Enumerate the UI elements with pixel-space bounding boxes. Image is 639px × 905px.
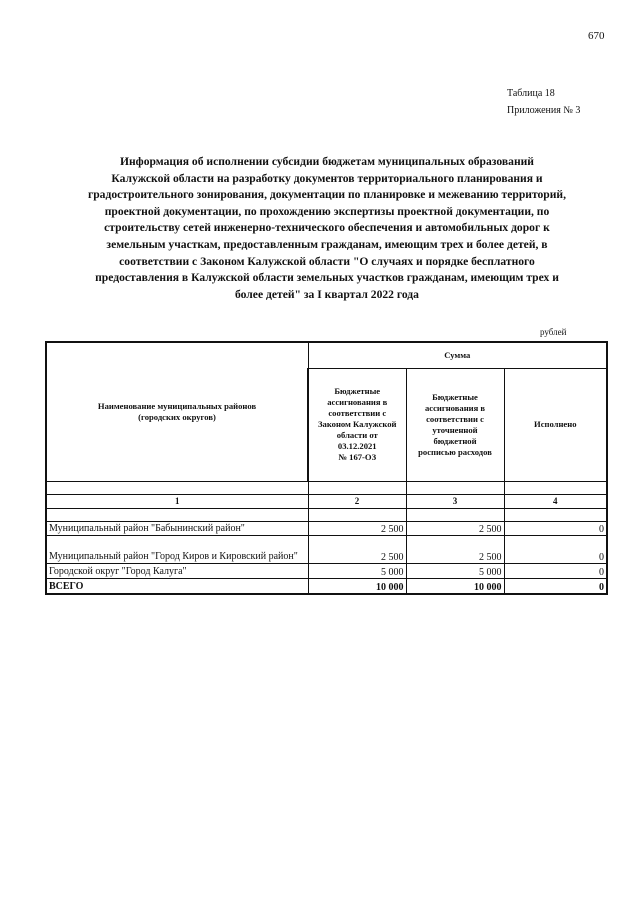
header-text: уточненной (432, 424, 478, 435)
units-label: рублей (540, 327, 567, 337)
refined-allocation-value: 2 500 (406, 521, 504, 535)
executed-value: 0 (504, 521, 607, 535)
header-text: № 167-ОЗ (338, 452, 377, 462)
total-label: ВСЕГО (46, 578, 308, 594)
header-text: бюджетной (433, 435, 477, 446)
total-row (46, 578, 607, 594)
header-text: 03.12.2021 (337, 441, 377, 451)
refined-allocation-value: 2 500 (406, 535, 504, 563)
header-text: Законом Калужской (317, 419, 397, 429)
spacer-cell (46, 508, 308, 521)
header-sum-cell: Сумма (308, 342, 607, 368)
district-name: Городской округ "Город Калуга" (46, 563, 308, 578)
spacer-cell (308, 481, 406, 494)
table-ref-label: Таблица 18 (507, 88, 555, 99)
page-number: 670 (588, 30, 605, 42)
table-row (46, 535, 607, 563)
total-law-allocation: 10 000 (308, 578, 406, 594)
executed-value: 0 (504, 563, 607, 578)
refined-allocation-value: 5 000 (406, 563, 504, 578)
header-text: ассигнования в (424, 402, 486, 413)
table-row (46, 563, 607, 578)
spacer-cell (46, 481, 308, 494)
title-line: Калужской области на разработку документов территориального планирования и (111, 171, 543, 185)
executed-value: 0 (504, 535, 607, 563)
table-row (46, 521, 607, 535)
column-number: 4 (504, 494, 607, 508)
title-line: более детей" за I квартал 2022 года (235, 287, 419, 301)
district-name: Муниципальный район "Город Киров и Кировский район" (46, 535, 308, 563)
spacer-cell (504, 508, 607, 521)
header-text: области от (336, 430, 378, 440)
law-allocation-value: 2 500 (308, 521, 406, 535)
header-text: росписью расходов (418, 446, 492, 457)
title-line: градостроительного зонирования, документации по планировке и межеванию территорий, (87, 188, 567, 202)
title-line: проектной документации, по прохождению экспертизы проектной документации, по (104, 204, 550, 218)
title-line: земельным участкам, предоставленным гражданам, имеющим трех и более детей, в (106, 237, 548, 251)
spacer-cell (308, 508, 406, 521)
law-allocation-value: 5 000 (308, 563, 406, 578)
header-refined-allocations (406, 368, 504, 481)
spacer-cell (504, 481, 607, 494)
header-text: соответствии с (426, 413, 484, 424)
district-name: Муниципальный район "Бабынинский район" (46, 521, 308, 535)
column-number: 2 (308, 494, 406, 508)
title-line: предоставления в Калужской области земельных участков гражданам, имеющим трех и (95, 271, 559, 285)
title-line: строительству сетей инженерно-технического обеспечения и автомобильных дорог к (104, 221, 550, 235)
column-number: 1 (46, 494, 308, 508)
header-name-cell: Наименование муниципальных районов (городских округов) (46, 342, 308, 481)
header-text: соответствии с (328, 408, 387, 418)
spacer-cell (406, 508, 504, 521)
title-line: соответствии с Законом Калужской области "О случаях и порядке бесплатного (119, 254, 535, 268)
title-line: Информация об исполнении субсидии бюджетам муниципальных образований (119, 155, 534, 168)
appendix-ref-label: Приложения № 3 (507, 105, 581, 116)
column-number: 3 (406, 494, 504, 508)
law-allocation-value: 2 500 (308, 535, 406, 563)
subsidy-table (45, 341, 608, 595)
header-text: ассигнования в (327, 397, 388, 407)
total-executed: 0 (504, 578, 607, 594)
total-refined-allocation: 10 000 (406, 578, 504, 594)
header-executed: Исполнено (504, 368, 607, 481)
document-title (44, 154, 610, 303)
spacer-cell (406, 481, 504, 494)
header-text: Бюджетные (432, 391, 478, 402)
header-law-allocations (308, 368, 406, 481)
header-text: Бюджетные (334, 386, 381, 396)
